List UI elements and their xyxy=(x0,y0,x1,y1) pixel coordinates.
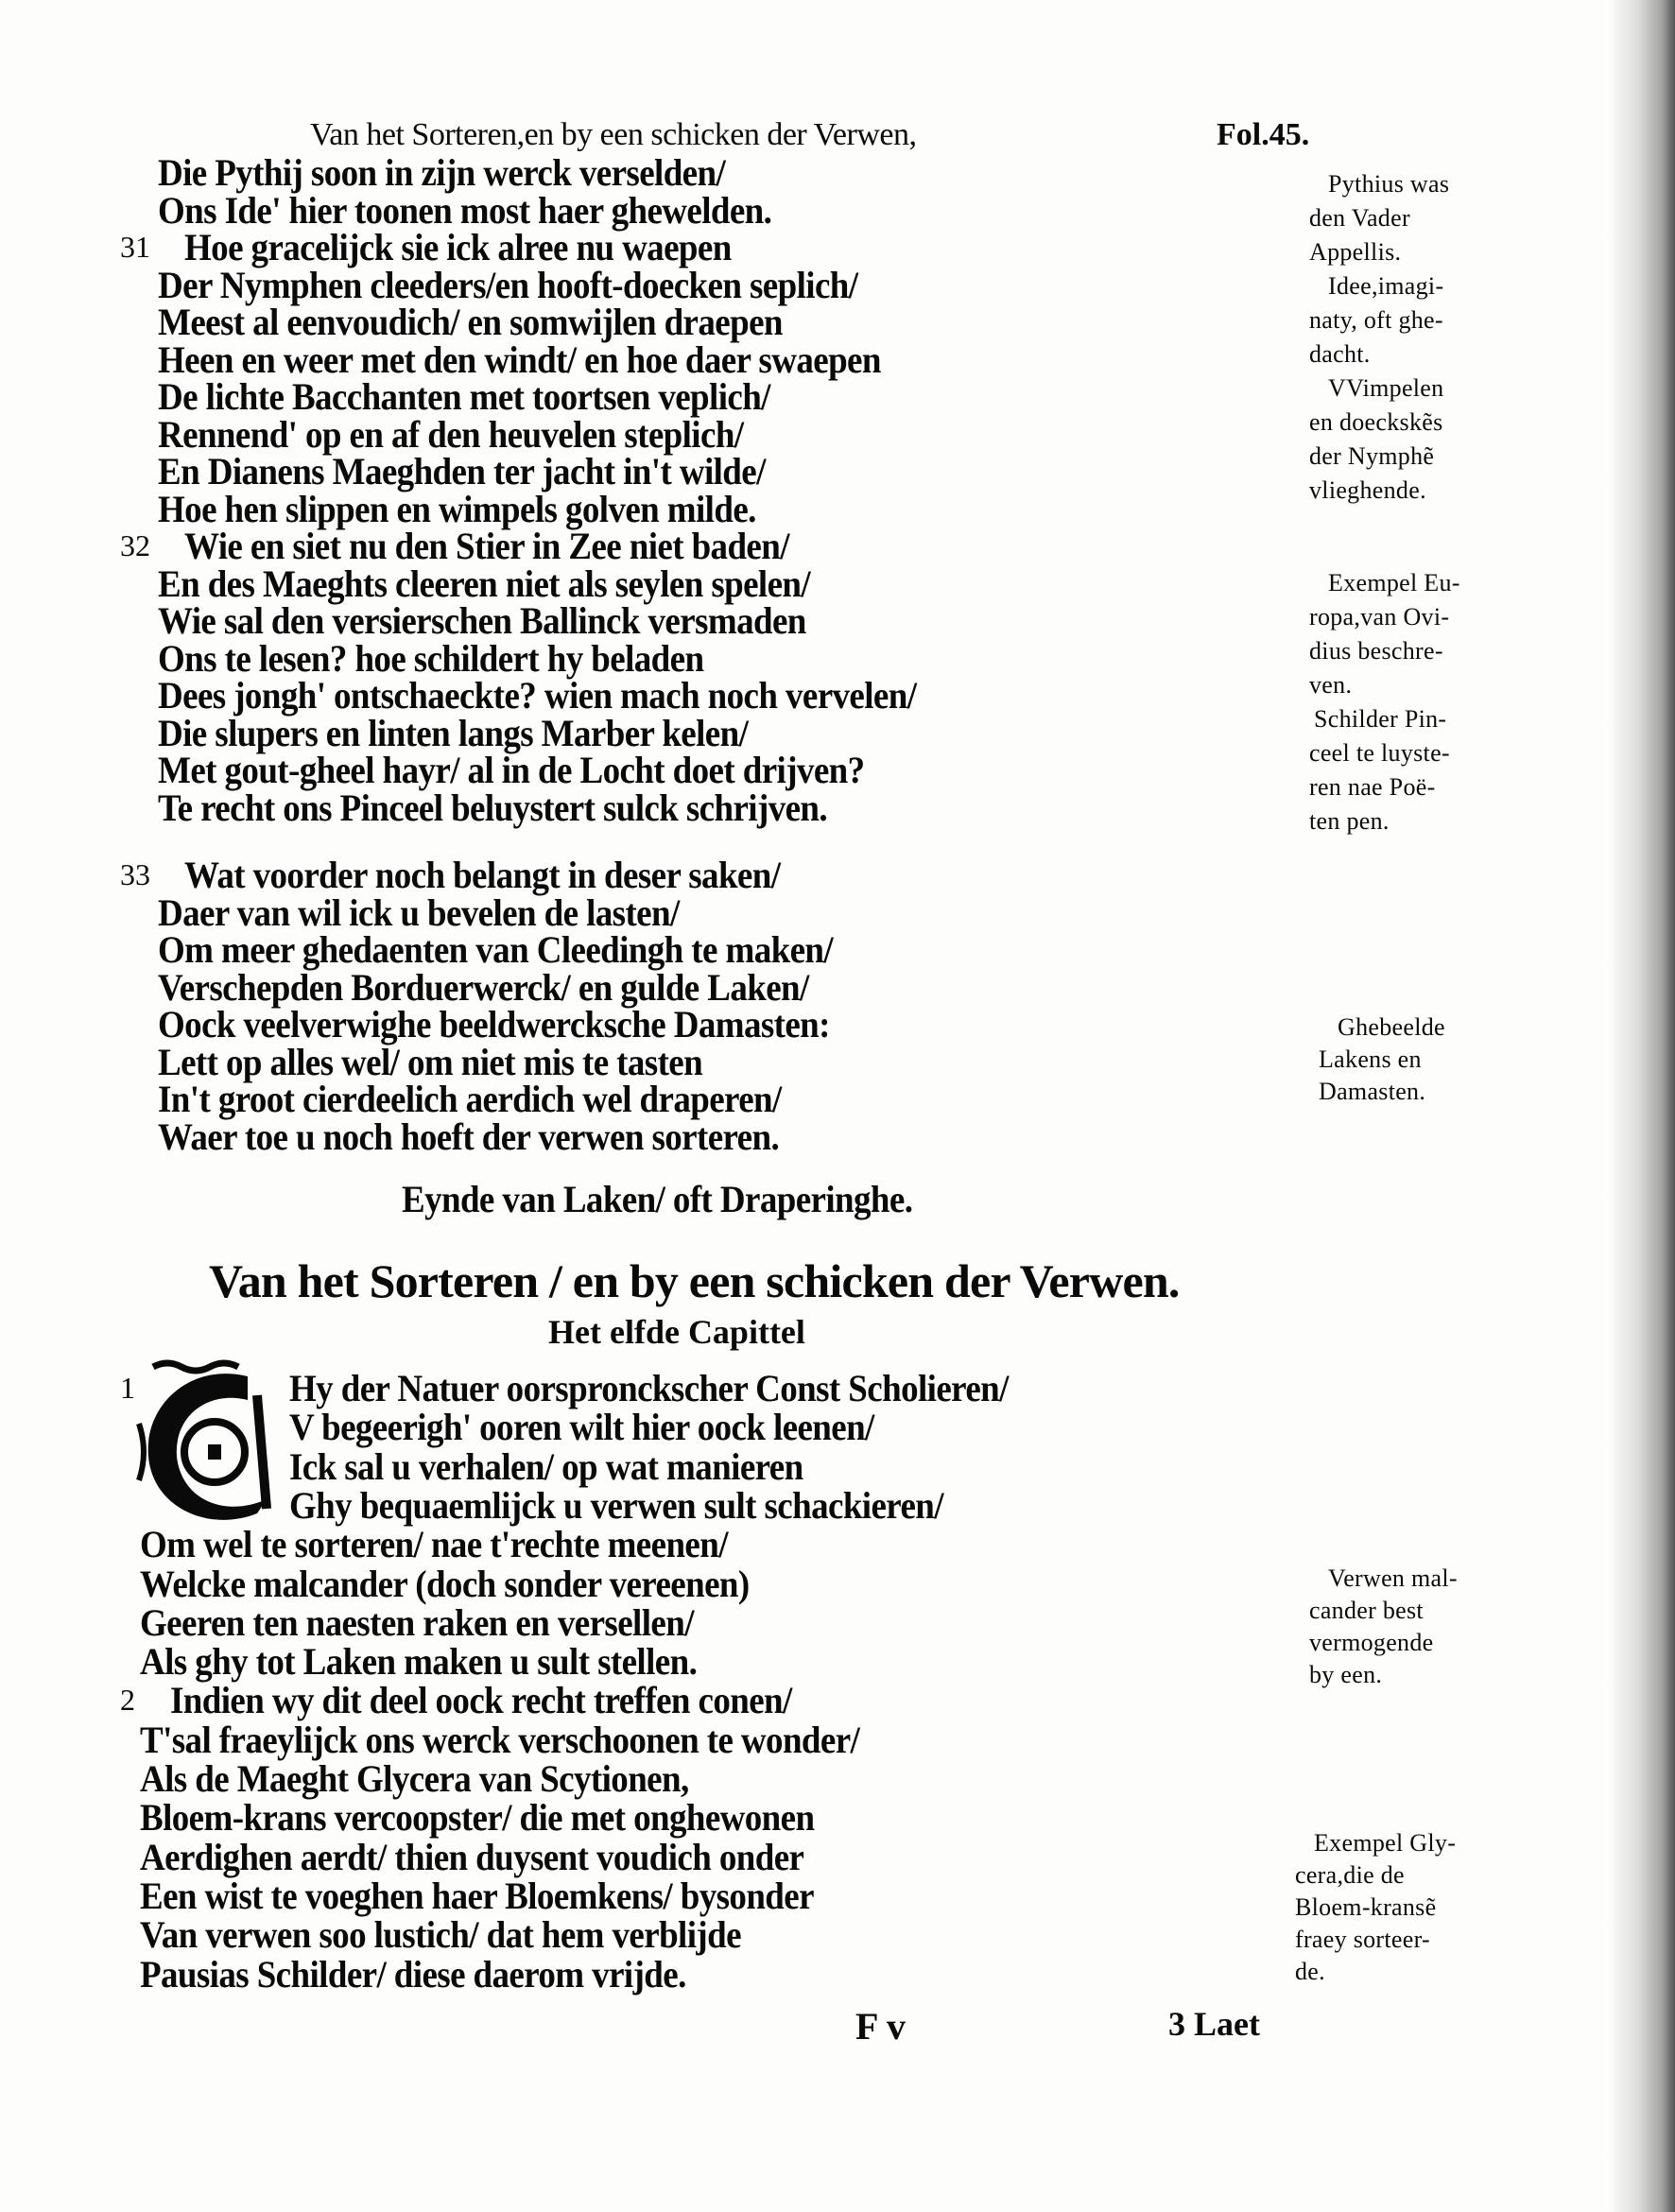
end-of-chapter-line: Eynde van Laken/ oft Draperinghe. xyxy=(402,1179,913,1221)
verse-line: Heen en weer met den windt/ en hoe daer swaepen xyxy=(158,338,881,382)
verse-number: 1 xyxy=(120,1371,135,1405)
verse-line: Als ghy tot Laken maken u sult stellen. xyxy=(140,1641,698,1684)
signature-mark: F v xyxy=(855,2005,906,2048)
margin-note-line: by een. xyxy=(1309,1661,1383,1688)
margin-note-line: fraey sorteer- xyxy=(1295,1926,1430,1953)
verse-line: Om wel te sorteren/ nae t'rechte meenen/ xyxy=(140,1524,728,1566)
verse-line: Lett op alles wel/ om niet mis te tasten xyxy=(158,1041,703,1084)
verse-line: Met gout-gheel hayr/ al in de Locht doet drijven? xyxy=(158,750,865,792)
margin-note-line: de. xyxy=(1295,1958,1325,1985)
verse-line: En Dianens Maeghden ter jacht in't wilde/ xyxy=(158,451,766,493)
verse-line: Hoe gracelijck sie ick alree nu waepen xyxy=(184,227,732,269)
margin-note-line: cander best xyxy=(1309,1597,1424,1624)
verse-line: Verschepden Borduerwerck/ en gulde Laken/ xyxy=(158,966,809,1010)
margin-note-line: VVimpelen xyxy=(1328,374,1444,402)
verse-number: 33 xyxy=(120,857,150,891)
verse-line: T'sal fraeylijck ons werck verschoonen te wonder/ xyxy=(140,1719,860,1762)
verse-line: Wie en siet nu den Stier in Zee niet baden/ xyxy=(184,526,789,568)
verse-number: 31 xyxy=(120,230,150,264)
folio-number: Fol.45. xyxy=(1217,117,1310,152)
verse-line: Om meer ghedaenten van Cleedingh te maken/ xyxy=(158,929,834,972)
verse-line: De lichte Bacchanten met toortsen veplich/ xyxy=(158,376,770,419)
verse-line: Een wist te voeghen haer Bloemkens/ bysonder xyxy=(140,1875,814,1918)
margin-note-line: dius beschre- xyxy=(1309,637,1443,665)
verse-line: Ick sal u verhalen/ op wat manieren xyxy=(289,1445,803,1489)
verse-line: Van verwen soo lustich/ dat hem verblijde xyxy=(140,1914,741,1957)
decorated-initial-letter-icon xyxy=(134,1357,285,1532)
margin-note-line: den Vader xyxy=(1309,204,1410,232)
verse-line: Geeren ten naesten raken en versellen/ xyxy=(140,1602,694,1645)
verse-line: Waer toe u noch hoeft der verwen sorteren. xyxy=(158,1115,780,1159)
verse-line: Als de Maeght Glycera van Scytionen, xyxy=(140,1758,689,1801)
verse-line: V begeerigh' ooren wilt hier oock leenen/ xyxy=(289,1407,874,1449)
verse-line: Der Nymphen cleeders/en hooft-doecken seplich/ xyxy=(158,264,858,307)
margin-note-line: Damasten. xyxy=(1319,1078,1426,1105)
margin-note-line: en doeckskẽs xyxy=(1309,408,1443,436)
verse-line: Meest al eenvoudich/ en somwijlen draepen xyxy=(158,302,783,344)
verse-line: Welcke malcander (doch sonder vereenen) xyxy=(140,1563,750,1606)
margin-note-line: vermogende xyxy=(1309,1629,1434,1656)
verse-line: Daer van wil ick u bevelen de lasten/ xyxy=(158,891,680,935)
verse-number: 2 xyxy=(120,1683,135,1718)
verse-line: Wie sal den versierschen Ballinck versmaden xyxy=(158,600,806,643)
verse-line: Hy der Natuer oorspronckscher Const Scholieren/ xyxy=(289,1368,1009,1410)
verse-line: Hoe hen slippen en wimpels golven milde. xyxy=(158,488,756,531)
chapter-title: Van het Sorteren / en by een schicken der Verwen. xyxy=(209,1254,1180,1307)
margin-note-line: Ghebeelde xyxy=(1338,1013,1445,1041)
chapter-subtitle: Het elfde Capittel xyxy=(548,1313,805,1351)
margin-note-line: Exempel Gly- xyxy=(1314,1829,1457,1857)
margin-note-line: Verwen mal- xyxy=(1328,1564,1458,1592)
margin-note-line: ven. xyxy=(1309,671,1353,699)
margin-note-line: cera,die de xyxy=(1295,1861,1405,1889)
page-curl-shadow xyxy=(1609,0,1675,2212)
verse-line: Te recht ons Pinceel beluystert sulck schrijven. xyxy=(158,786,828,830)
verse-line: In't groot cierdeelich aerdich wel draperen/ xyxy=(158,1079,782,1121)
verse-line: Ons te lesen? hoe schildert hy beladen xyxy=(158,637,704,681)
margin-note-line: ren nae Poë- xyxy=(1309,773,1436,801)
verse-line: Ons Ide' hier toonen most haer ghewelden. xyxy=(158,189,772,233)
verse-line: En des Maeghts cleeren niet als seylen spelen/ xyxy=(158,562,811,606)
verse-line: Ghy bequaemlijck u verwen sult schackieren/ xyxy=(289,1485,943,1528)
verse-line: Pausias Schilder/ diese daerom vrijde. xyxy=(140,1953,686,1996)
margin-note-line: Exempel Eu- xyxy=(1328,569,1460,596)
verse-line: Die Pythij soon in zijn werck verselden/ xyxy=(158,152,726,195)
margin-note-line: Lakens en xyxy=(1319,1046,1422,1073)
margin-note-line: dacht. xyxy=(1309,340,1371,368)
margin-note-line: Idee,imagi- xyxy=(1328,272,1444,300)
verse-line: Aerdighen aerdt/ thien duysent voudich onder xyxy=(140,1836,804,1879)
margin-note-line: Schilder Pin- xyxy=(1314,705,1447,733)
running-title: Van het Sorteren,en by een schicken der Verwen, xyxy=(310,117,917,152)
verse-line: Rennend' op en af den heuvelen steplich/ xyxy=(158,413,744,457)
margin-note-line: Bloem-kransẽ xyxy=(1295,1893,1437,1921)
verse-line: Wat voorder noch belangt in deser saken/ xyxy=(184,855,781,897)
margin-note-line: naty, oft ghe- xyxy=(1309,306,1443,334)
margin-note-line: ten pen. xyxy=(1309,807,1390,835)
verse-line: Die slupers en linten langs Marber kelen/ xyxy=(158,712,749,755)
margin-note-line: vlieghende. xyxy=(1309,476,1426,504)
margin-note-line: Appellis. xyxy=(1309,238,1402,266)
margin-note-line: ceel te luyste- xyxy=(1309,739,1450,767)
margin-note-line: Pythius was xyxy=(1328,170,1450,198)
verse-line: Bloem-krans vercoopster/ die met onghewonen xyxy=(140,1797,815,1840)
verse-number: 32 xyxy=(120,528,150,562)
margin-note-line: ropa,van Ovi- xyxy=(1309,603,1450,631)
verse-line: Dees jongh' ontschaeckte? wien mach noch vervelen/ xyxy=(158,675,917,717)
margin-note-line: der Nymphẽ xyxy=(1309,442,1435,470)
verse-line: Oock veelverwighe beeldwercksche Damasten: xyxy=(158,1004,830,1046)
verse-line: Indien wy dit deel oock recht treffen conen/ xyxy=(170,1680,792,1723)
catchword: 3 Laet xyxy=(1168,2005,1260,2043)
